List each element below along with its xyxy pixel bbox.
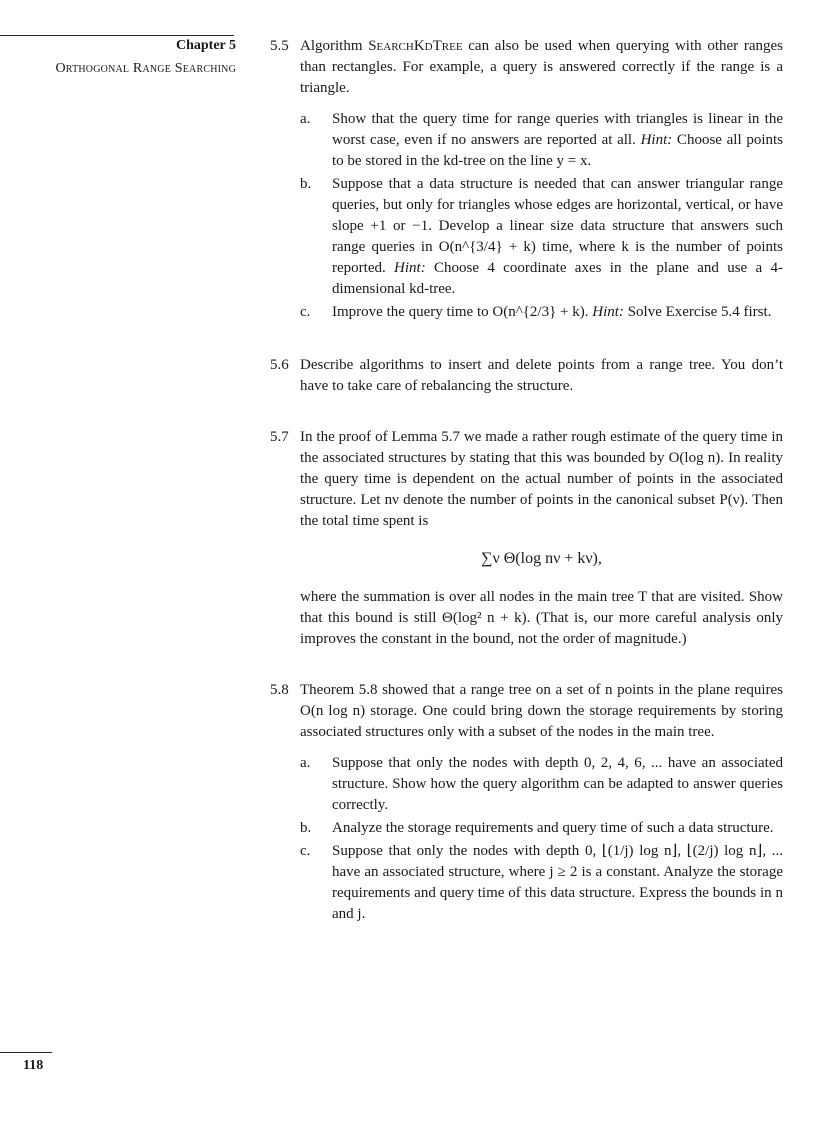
- exercise-5-6: [270, 355, 783, 397]
- exercise-part-a: a. Show that the query time for range queries with triangles is linear in the worst case, even if no answers are reported at all. Hint: Choose all points to be stored in the kd-tree on the line y = x.: [300, 111, 784, 169]
- exercise-5-8: [270, 680, 783, 925]
- exercise-text: where the summation is over all nodes in the main tree T that are visited. Show that this bound is still Θ(log² n + k). (That is, our more careful analysis only improves the constant in the bound, not the order of magnitude.): [300, 589, 783, 647]
- exercise-text: In the proof of Lemma 5.7 we made a rather rough estimate of the query time in the associated structures by stating that this was bounded by O(log n). In reality the query time is dependent on the actual number of points in the associated structure. Let nν denote the number of points in the canonical subset P(ν). Then the total time spent is: [300, 429, 783, 529]
- exercise-text: Theorem 5.8 showed that a range tree on a set of n points in the plane requires O(n log n) storage. One could bring down the storage requirements by storing associated structures only with a subset of the nodes in the main tree.: [300, 682, 783, 740]
- chapter-title: Orthogonal Range Searching: [55, 61, 236, 76]
- exercise-list: [270, 36, 783, 927]
- page-number: 118: [23, 1058, 44, 1073]
- exercise-5-5: 5.5 Algorithm SearchKdTree can also be used when querying with other ranges than rectangles. For example, a query is answered correctly if the range is a triangle. a. Show that the query time for range queries with triangles is linear in the worst case, even if no answers are reported at all. Hint: Choose all points to be stored in the kd-tree on the line y = x. b. Suppose that a data structure is needed that can answer triangular range queries, but only for triangles whose edges are horizontal, vertical, or have slope +1 or −1. Develop a linear size data structure that answers such range queries in O(n^{3/4} + k) time, where k is the number of points reported. Hint: Choose 4 coordinate axes in the plane and use a 4-dimensional kd-tree. c. Improve the query time to O(n^{2/3} + k). Hint: Solve Exercise 5.4 first.: [270, 36, 783, 323]
- exercise-number: 5.5: [270, 38, 289, 54]
- footer-rule: [0, 1052, 52, 1053]
- exercise-text: Describe algorithms to insert and delete points from a range tree. You don’t have to take care of rebalancing the structure.: [300, 357, 783, 394]
- exercise-number: 5.8: [270, 682, 289, 698]
- chapter-label: Chapter 5: [175, 38, 236, 53]
- exercise-part-c: c. Suppose that only the nodes with depth 0, ⌊(1/j) log n⌋, ⌊(2/j) log n⌋, ... have an associated structure, where j ≥ 2 is a constant. Analyze the storage requirements and query time of this data structure. Express the bounds in n and j.: [300, 843, 783, 922]
- exercise-part-b: b. Analyze the storage requirements and query time of such a data structure.: [300, 820, 774, 836]
- header-rule: [0, 35, 234, 36]
- summation-formula: ∑ν Θ(log nν + kν),: [481, 550, 602, 567]
- exercise-part-a: a. Suppose that only the nodes with depth 0, 2, 4, 6, ... have an associated structure. Show how the query algorithm can be adapted to answer queries correctly.: [300, 755, 783, 813]
- exercise-part-b: b. Suppose that a data structure is needed that can answer triangular range queries, but only for triangles whose edges are horizontal, vertical, or have slope +1 or −1. Develop a linear size data structure that answers such range queries in O(n^{3/4} + k) time, where k is the number of points reported. Hint: Choose 4 coordinate axes in the plane and use a 4-dimensional kd-tree.: [300, 176, 783, 297]
- exercise-number: 5.7: [270, 429, 289, 445]
- exercise-part-c: c. Improve the query time to O(n^{2/3} + k). Hint: Solve Exercise 5.4 first.: [300, 304, 772, 320]
- algorithm-name: SearchKdTree: [368, 38, 463, 54]
- exercise-5-7: [270, 427, 783, 650]
- exercise-number: 5.6: [270, 357, 289, 373]
